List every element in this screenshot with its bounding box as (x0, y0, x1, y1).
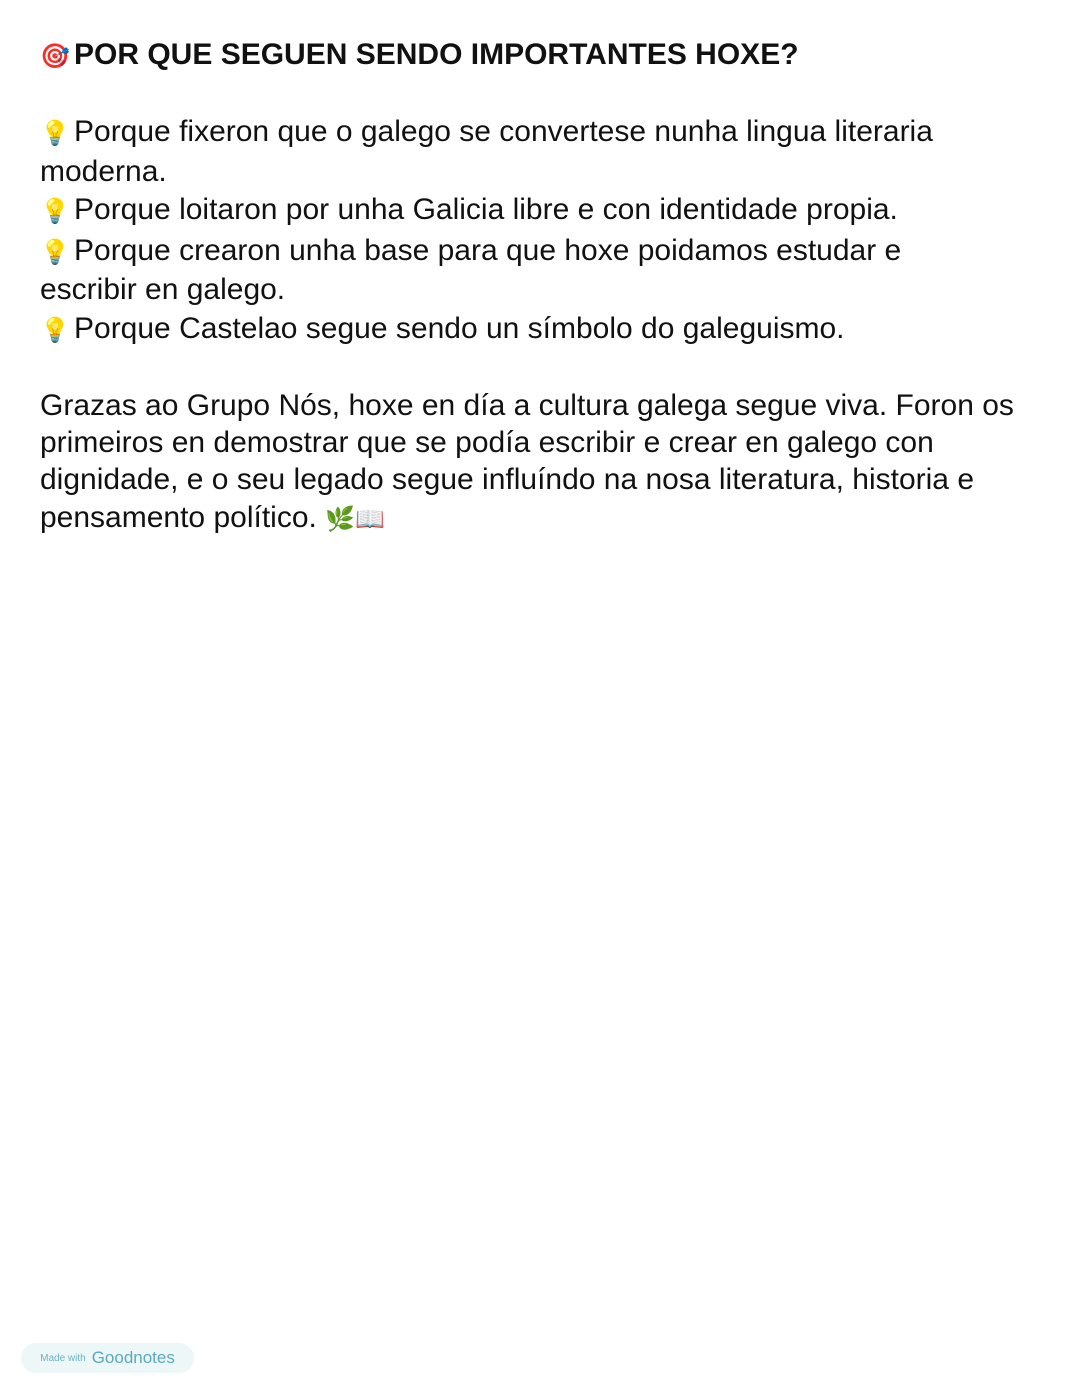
goodnotes-brand: Goodnotes (91, 1348, 175, 1367)
heading-text: POR QUE SEGUEN SENDO IMPORTANTES HOXE? (74, 38, 799, 71)
bullet-text: Porque crearon unha base para que hoxe poidamos estudar e (74, 234, 902, 267)
light-bulb-icon: 💡 (40, 317, 70, 344)
heading (40, 36, 799, 76)
bullet-item (40, 114, 933, 152)
paragraph-text: pensamento político. (40, 501, 317, 534)
bullet-text-cont: escribir en galego. (40, 273, 286, 306)
herb-book-icon: 🌿📖 (325, 506, 385, 533)
bullet-text: Porque fixeron que o galego se convertese nunha lingua literaria (74, 115, 933, 148)
direct-hit-icon: 🎯 (40, 43, 70, 70)
bullet-item (40, 192, 898, 230)
paragraph-line: dignidade, e o seu legado segue influíndo na nosa literatura, historia e (40, 463, 974, 496)
paragraph-line: Grazas ao Grupo Nós, hoxe en día a cultura galega segue viva. Foron os (40, 389, 1014, 422)
bullet-item (40, 233, 901, 271)
bullet-text-cont: moderna. (40, 155, 167, 188)
paragraph-line (40, 500, 385, 538)
light-bulb-icon: 💡 (40, 239, 70, 266)
bullet-item (40, 311, 845, 349)
light-bulb-icon: 💡 (40, 198, 70, 225)
bullet-text: Porque Castelao segue sendo un símbolo do galeguismo. (74, 312, 845, 345)
goodnotes-badge[interactable] (21, 1343, 194, 1373)
paragraph-line: primeiros en demostrar que se podía escribir e crear en galego con (40, 426, 934, 459)
bullet-text: Porque loitaron por unha Galicia libre e con identidade propia. (74, 193, 898, 226)
light-bulb-icon: 💡 (40, 120, 70, 147)
made-with-label: Made with (40, 1352, 86, 1364)
